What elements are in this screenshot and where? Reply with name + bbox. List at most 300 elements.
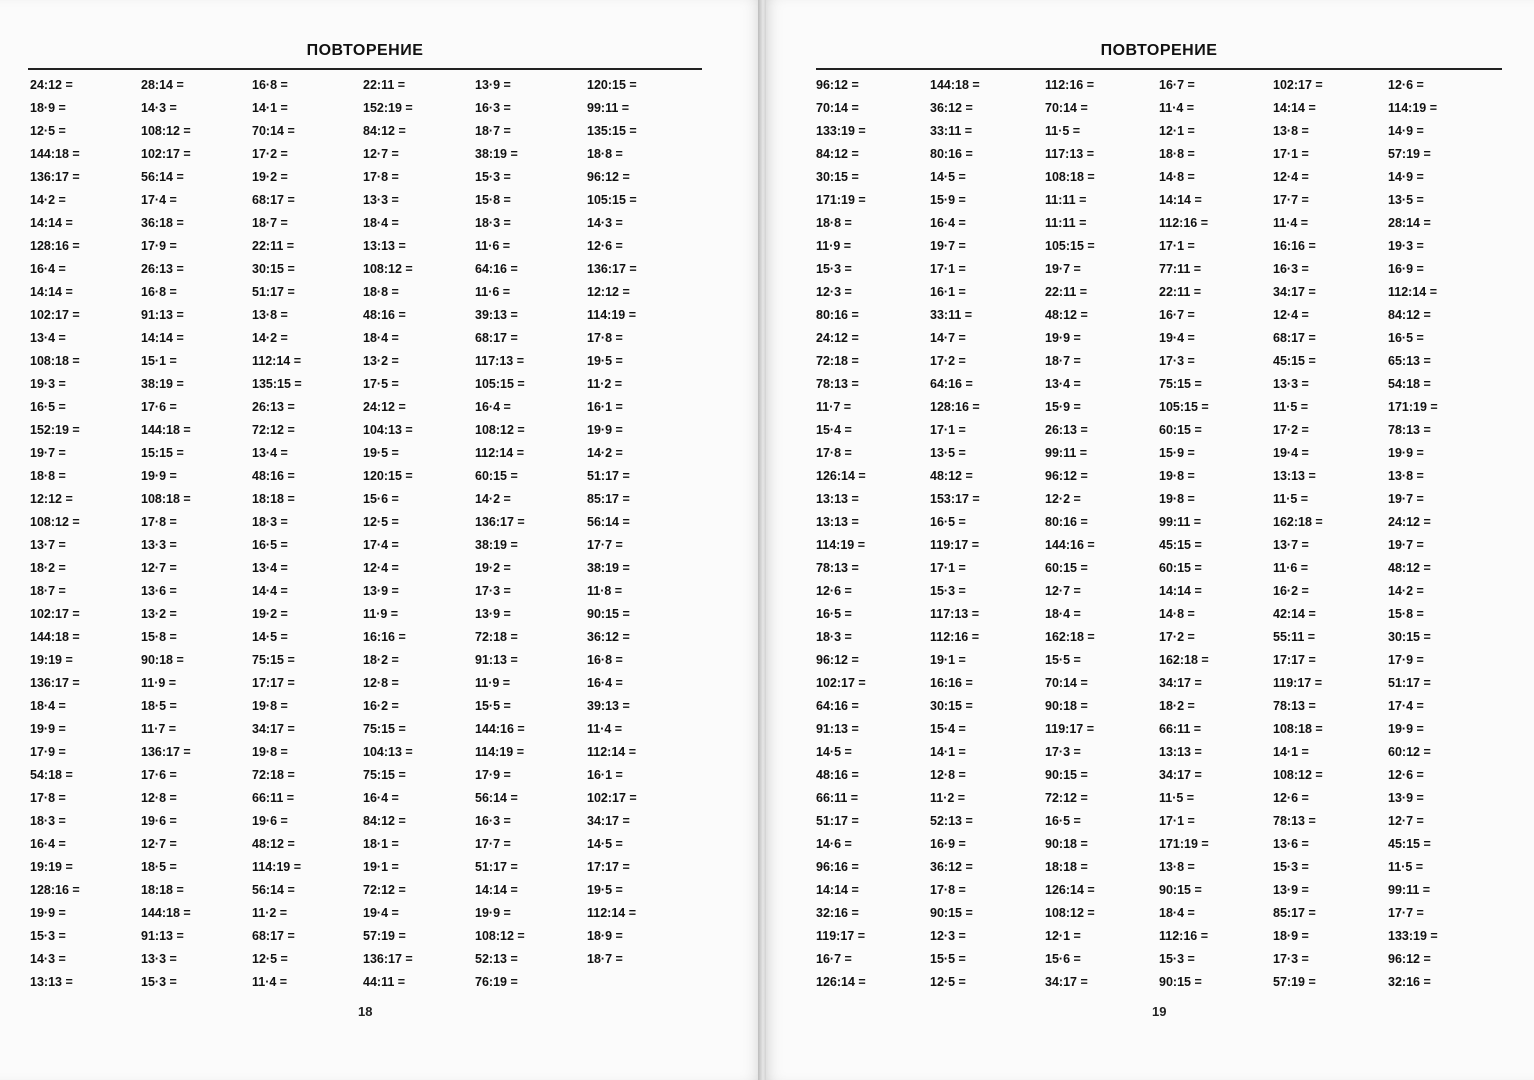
exercise-item: 14:14 = (475, 883, 518, 897)
exercise-item: 18·9 = (1273, 929, 1309, 943)
exercise-item: 13·8 = (1273, 124, 1309, 138)
exercise-item: 126:14 = (1045, 883, 1095, 897)
exercise-item: 18·9 = (587, 929, 623, 943)
exercise-item: 14:14 = (30, 285, 73, 299)
exercise-item: 96:12 = (587, 170, 630, 184)
exercise-item: 16·7 = (1159, 308, 1195, 322)
exercise-column (363, 74, 475, 994)
exercise-item: 18·3 = (252, 515, 288, 529)
exercise-item: 19·9 = (141, 469, 177, 483)
exercise-item: 19·8 = (252, 699, 288, 713)
exercise-item: 12·7 = (1045, 584, 1081, 598)
exercise-item: 19·7 = (1388, 492, 1424, 506)
exercise-item: 112:16 = (930, 630, 980, 644)
exercise-item: 15·5 = (930, 952, 966, 966)
exercise-item: 75:15 = (1159, 377, 1202, 391)
exercise-item: 19·7 = (930, 239, 966, 253)
exercise-item: 12·3 = (930, 929, 966, 943)
exercise-item: 11·9 = (816, 239, 852, 253)
exercise-item: 72:18 = (475, 630, 518, 644)
exercise-item: 75:15 = (363, 722, 406, 736)
exercise-item: 136:17 = (587, 262, 637, 276)
exercise-item: 19·6 = (141, 814, 177, 828)
exercise-item: 18·4 = (30, 699, 66, 713)
exercise-item: 17·2 = (930, 354, 966, 368)
exercise-item: 14:14 = (1159, 584, 1202, 598)
exercise-item: 17·7 = (1273, 193, 1309, 207)
exercise-item: 18:18 = (1045, 860, 1088, 874)
exercise-item: 144:18 = (30, 630, 80, 644)
exercise-item: 13·3 = (141, 952, 177, 966)
exercise-item: 34:17 = (587, 814, 630, 828)
exercise-item: 171:19 = (1159, 837, 1209, 851)
exercise-item: 19·5 = (587, 354, 623, 368)
exercise-item: 51:17 = (1388, 676, 1431, 690)
exercise-item: 12·4 = (1273, 308, 1309, 322)
exercise-item: 99:11 = (1388, 883, 1431, 897)
exercise-item: 26:13 = (141, 262, 184, 276)
exercise-item: 14·2 = (252, 331, 288, 345)
exercise-item: 30:15 = (1388, 630, 1431, 644)
exercise-item: 75:15 = (363, 768, 406, 782)
exercise-item: 13:13 = (1159, 745, 1202, 759)
exercise-item: 66:11 = (816, 791, 859, 805)
exercise-item: 12·5 = (30, 124, 66, 138)
exercise-item: 119:17 = (816, 929, 866, 943)
exercise-item: 11·5 = (1273, 492, 1309, 506)
exercise-item: 17·7 = (475, 837, 511, 851)
exercise-item: 11·4 = (252, 975, 288, 989)
exercise-item: 108:12 = (141, 124, 191, 138)
exercise-item: 68:17 = (252, 929, 295, 943)
exercise-item: 91:13 = (141, 308, 184, 322)
exercise-item: 108:12 = (475, 423, 525, 437)
exercise-item: 14:14 = (1273, 101, 1316, 115)
exercise-item: 78:13 = (816, 377, 859, 391)
exercise-item: 171:19 = (816, 193, 866, 207)
exercise-item: 99:11 = (1045, 446, 1088, 460)
exercise-item: 16·5 = (1045, 814, 1081, 828)
exercise-item: 57:19 = (363, 929, 406, 943)
exercise-item: 16·4 = (363, 791, 399, 805)
exercise-item: 144:16 = (475, 722, 525, 736)
exercise-item: 15·9 = (930, 193, 966, 207)
exercise-item: 36:12 = (930, 860, 973, 874)
exercise-item: 136:17 = (30, 170, 80, 184)
left-page-title: ПОВТОРЕНИЕ (306, 42, 424, 59)
exercise-item: 162:18 = (1159, 653, 1209, 667)
exercise-item: 19·9 = (1388, 446, 1424, 460)
exercise-item: 108:18 = (141, 492, 191, 506)
exercise-item: 13·9 = (1273, 883, 1309, 897)
exercise-item: 16·7 = (1159, 78, 1195, 92)
exercise-item: 19·8 = (1159, 469, 1195, 483)
exercise-item: 19·9 = (1045, 331, 1081, 345)
exercise-item: 16·4 = (30, 262, 66, 276)
exercise-item: 19:19 = (30, 860, 73, 874)
exercise-item: 114:19 = (587, 308, 637, 322)
exercise-item: 16:16 = (363, 630, 406, 644)
exercise-item: 12·4 = (1273, 170, 1309, 184)
exercise-item: 57:19 = (1273, 975, 1316, 989)
exercise-item: 112:14 = (587, 906, 637, 920)
exercise-column (1388, 74, 1502, 994)
exercise-item: 48:12 = (252, 837, 295, 851)
exercise-item: 16·8 = (587, 653, 623, 667)
exercise-item: 42:14 = (1273, 607, 1316, 621)
exercise-item: 13·5 = (930, 446, 966, 460)
exercise-item: 12·8 = (930, 768, 966, 782)
exercise-item: 44:11 = (363, 975, 406, 989)
exercise-item: 22:11 = (1045, 285, 1088, 299)
exercise-item: 18·7 = (252, 216, 288, 230)
exercise-item: 17·4 = (141, 193, 177, 207)
exercise-item: 17·1 = (1273, 147, 1309, 161)
exercise-item: 16·2 = (1273, 584, 1309, 598)
exercise-item: 11·4 = (1159, 101, 1195, 115)
exercise-item: 16·2 = (363, 699, 399, 713)
exercise-item: 114:19 = (816, 538, 866, 552)
exercise-item: 16·4 = (930, 216, 966, 230)
left-page-header (28, 38, 702, 70)
exercise-item: 36:12 = (587, 630, 630, 644)
exercise-item: 56:14 = (475, 791, 518, 805)
exercise-item: 108:12 = (475, 929, 525, 943)
exercise-item: 14·3 = (587, 216, 623, 230)
exercise-item: 78:13 = (816, 561, 859, 575)
exercise-item: 128:16 = (30, 883, 80, 897)
exercise-item: 105:15 = (475, 377, 525, 391)
exercise-item: 19·2 = (475, 561, 511, 575)
exercise-item: 11·9 = (141, 676, 177, 690)
exercise-item: 112:14 = (587, 745, 637, 759)
exercise-item: 18·3 = (475, 216, 511, 230)
exercise-item: 17:17 = (252, 676, 295, 690)
exercise-item: 33:11 = (930, 308, 973, 322)
exercise-item: 26:13 = (1045, 423, 1088, 437)
exercise-item: 19·8 = (252, 745, 288, 759)
exercise-item: 19·9 = (587, 423, 623, 437)
exercise-item: 68:17 = (1273, 331, 1316, 345)
left-page-number: 18 (358, 1004, 373, 1019)
exercise-item: 18·7 = (475, 124, 511, 138)
exercise-item: 17·5 = (363, 377, 399, 391)
exercise-item: 90:18 = (1045, 837, 1088, 851)
exercise-item: 14·3 = (141, 101, 177, 115)
exercise-item: 14:14 = (141, 331, 184, 345)
exercise-item: 18:18 = (252, 492, 295, 506)
exercise-item: 45:15 = (1159, 538, 1202, 552)
exercise-item: 17·1 = (1159, 814, 1195, 828)
exercise-item: 16·9 = (930, 837, 966, 851)
exercise-item: 16·5 = (816, 607, 852, 621)
exercise-item: 15·3 = (930, 584, 966, 598)
exercise-item: 17·3 = (1159, 354, 1195, 368)
exercise-item: 16·1 = (587, 400, 623, 414)
exercise-item: 15·4 = (930, 722, 966, 736)
exercise-item: 12·2 = (1045, 492, 1081, 506)
exercise-item: 18·3 = (816, 630, 852, 644)
exercise-item: 14·6 = (816, 837, 852, 851)
exercise-item: 153:17 = (930, 492, 980, 506)
exercise-item: 18·4 = (1045, 607, 1081, 621)
exercise-item: 11:11 = (1045, 193, 1087, 207)
exercise-item: 12·7 = (141, 561, 177, 575)
exercise-item: 72:18 = (816, 354, 859, 368)
exercise-item: 16·1 = (587, 768, 623, 782)
exercise-item: 144:16 = (1045, 538, 1095, 552)
exercise-item: 96:12 = (1388, 952, 1431, 966)
exercise-item: 15·1 = (141, 354, 177, 368)
exercise-item: 15·4 = (816, 423, 852, 437)
exercise-item: 14:14 = (1159, 193, 1202, 207)
exercise-item: 13·4 = (30, 331, 66, 345)
exercise-item: 11:11 = (1045, 216, 1087, 230)
exercise-item: 136:17 = (30, 676, 80, 690)
exercise-item: 15·8 = (1388, 607, 1424, 621)
exercise-item: 16·4 = (475, 400, 511, 414)
exercise-item: 11·6 = (1273, 561, 1309, 575)
exercise-item: 17·6 = (141, 400, 177, 414)
exercise-item: 135:15 = (587, 124, 637, 138)
exercise-item: 45:15 = (1273, 354, 1316, 368)
exercise-item: 15·8 = (141, 630, 177, 644)
exercise-item: 90:15 = (930, 906, 973, 920)
exercise-item: 19·3 = (1388, 239, 1424, 253)
exercise-item: 60:15 = (1045, 561, 1088, 575)
exercise-item: 102:17 = (30, 607, 80, 621)
exercise-item: 133:19 = (1388, 929, 1438, 943)
exercise-item: 24:12 = (30, 78, 73, 92)
right-page-header (816, 38, 1502, 70)
exercise-item: 39:13 = (587, 699, 630, 713)
left-page (0, 0, 760, 1080)
exercise-item: 48:12 = (1045, 308, 1088, 322)
exercise-item: 48:16 = (816, 768, 859, 782)
exercise-item: 13·2 = (141, 607, 177, 621)
exercise-item: 112:14 = (475, 446, 525, 460)
exercise-item: 12·7 = (1388, 814, 1424, 828)
exercise-column (1045, 74, 1159, 994)
exercise-item: 32:16 = (816, 906, 859, 920)
exercise-item: 11·4 = (1273, 216, 1309, 230)
exercise-item: 171:19 = (1388, 400, 1438, 414)
exercise-item: 11·2 = (587, 377, 623, 391)
exercise-item: 12:12 = (587, 285, 630, 299)
exercise-item: 12·5 = (930, 975, 966, 989)
exercise-item: 80:16 = (1045, 515, 1088, 529)
exercise-item: 15·3 = (1159, 952, 1195, 966)
exercise-item: 51:17 = (475, 860, 518, 874)
exercise-item: 12·7 = (141, 837, 177, 851)
exercise-item: 13·4 = (1045, 377, 1081, 391)
exercise-item: 104:13 = (363, 745, 413, 759)
exercise-item: 17:17 = (587, 860, 630, 874)
exercise-item: 12·6 = (587, 239, 623, 253)
exercise-item: 13·8 = (1159, 860, 1195, 874)
exercise-item: 91:13 = (475, 653, 518, 667)
exercise-item: 38:19 = (475, 147, 518, 161)
exercise-item: 17:17 = (1273, 653, 1316, 667)
exercise-item: 16·9 = (1388, 262, 1424, 276)
exercise-item: 52:13 = (930, 814, 973, 828)
exercise-item: 30:15 = (816, 170, 859, 184)
exercise-item: 11·4 = (587, 722, 623, 736)
exercise-item: 18·3 = (30, 814, 66, 828)
exercise-item: 16·7 = (816, 952, 852, 966)
exercise-item: 12·4 = (363, 561, 399, 575)
exercise-item: 11·7 = (816, 400, 852, 414)
exercise-item: 66:11 = (252, 791, 295, 805)
exercise-item: 24:12 = (1388, 515, 1431, 529)
exercise-item: 19·7 = (30, 446, 66, 460)
exercise-item: 17·9 = (1388, 653, 1424, 667)
exercise-item: 19:19 = (30, 653, 73, 667)
exercise-item: 22:11 = (363, 78, 406, 92)
exercise-item: 52:13 = (475, 952, 518, 966)
exercise-item: 13·6 = (141, 584, 177, 598)
exercise-item: 72:12 = (363, 883, 406, 897)
exercise-item: 14·5 = (252, 630, 288, 644)
exercise-item: 16·5 = (930, 515, 966, 529)
exercise-item: 18·7 = (30, 584, 66, 598)
exercise-item: 22:11 = (252, 239, 295, 253)
exercise-item: 105:15 = (587, 193, 637, 207)
exercise-item: 102:17 = (30, 308, 80, 322)
exercise-item: 45:15 = (1388, 837, 1431, 851)
exercise-item: 11·2 = (930, 791, 966, 805)
exercise-item: 14·1 = (930, 745, 966, 759)
exercise-item: 72:12 = (1045, 791, 1088, 805)
exercise-item: 30:15 = (930, 699, 973, 713)
exercise-item: 17·3 = (1045, 745, 1081, 759)
exercise-item: 64:16 = (475, 262, 518, 276)
exercise-item: 120:15 = (587, 78, 637, 92)
exercise-column (816, 74, 930, 994)
right-page (766, 0, 1534, 1080)
exercise-item: 84:12 = (363, 814, 406, 828)
exercise-item: 11·7 = (141, 722, 177, 736)
exercise-item: 16·1 = (930, 285, 966, 299)
exercise-item: 24:12 = (363, 400, 406, 414)
exercise-item: 136:17 = (363, 952, 413, 966)
exercise-item: 117:13 = (930, 607, 980, 621)
exercise-item: 68:17 = (252, 193, 295, 207)
exercise-item: 90:15 = (587, 607, 630, 621)
exercise-item: 16:16 = (1273, 239, 1316, 253)
exercise-item: 144:18 = (930, 78, 980, 92)
exercise-item: 17·1 = (930, 423, 966, 437)
exercise-item: 34:17 = (1159, 768, 1202, 782)
exercise-item: 48:16 = (252, 469, 295, 483)
exercise-item: 18·1 = (363, 837, 399, 851)
exercise-item: 17·8 = (363, 170, 399, 184)
exercise-item: 15·8 = (475, 193, 511, 207)
exercise-item: 34:17 = (1159, 676, 1202, 690)
exercise-item: 34:17 = (1273, 285, 1316, 299)
exercise-item: 17·9 = (30, 745, 66, 759)
exercise-item: 17·2 = (252, 147, 288, 161)
exercise-item: 48:12 = (1388, 561, 1431, 575)
exercise-item: 13·3 = (1273, 377, 1309, 391)
exercise-item: 18·2 = (30, 561, 66, 575)
exercise-item: 26:13 = (252, 400, 295, 414)
exercise-item: 13·3 = (363, 193, 399, 207)
exercise-item: 144:18 = (141, 423, 191, 437)
exercise-item: 48:16 = (363, 308, 406, 322)
exercise-item: 19·5 = (587, 883, 623, 897)
exercise-item: 84:12 = (1388, 308, 1431, 322)
exercise-item: 152:19 = (30, 423, 80, 437)
exercise-item: 99:11 = (587, 101, 630, 115)
exercise-item: 78:13 = (1388, 423, 1431, 437)
exercise-item: 91:13 = (816, 722, 859, 736)
exercise-item: 91:13 = (141, 929, 184, 943)
exercise-item: 119:17 = (1273, 676, 1323, 690)
exercise-item: 16·4 = (587, 676, 623, 690)
exercise-item: 18·8 = (1159, 147, 1195, 161)
exercise-item: 102:17 = (816, 676, 866, 690)
exercise-item: 57:19 = (1388, 147, 1431, 161)
exercise-item: 19·7 = (1045, 262, 1081, 276)
exercise-item: 114:19 = (475, 745, 525, 759)
exercise-item: 13·9 = (475, 607, 511, 621)
exercise-item: 13:13 = (363, 239, 406, 253)
exercise-item: 60:15 = (1159, 423, 1202, 437)
exercise-item: 16·4 = (30, 837, 66, 851)
exercise-item: 112:16 = (1159, 216, 1209, 230)
exercise-item: 105:15 = (1159, 400, 1209, 414)
exercise-item: 11·5 = (1273, 400, 1309, 414)
exercise-item: 19·2 = (252, 170, 288, 184)
exercise-item: 117:13 = (1045, 147, 1095, 161)
exercise-item: 30:15 = (252, 262, 295, 276)
exercise-item: 13·6 = (1273, 837, 1309, 851)
exercise-item: 39:13 = (475, 308, 518, 322)
right-page-title: ПОВТОРЕНИЕ (1100, 42, 1218, 59)
exercise-item: 14·8 = (1159, 607, 1195, 621)
exercise-item: 16·8 = (252, 78, 288, 92)
exercise-item: 13·4 = (252, 446, 288, 460)
exercise-item: 162:18 = (1045, 630, 1095, 644)
exercise-item: 54:18 = (1388, 377, 1431, 391)
exercise-item: 90:18 = (1045, 699, 1088, 713)
exercise-item: 13:13 = (816, 515, 859, 529)
exercise-item: 102:17 = (587, 791, 637, 805)
exercise-item: 14·2 = (475, 492, 511, 506)
exercise-item: 17·3 = (475, 584, 511, 598)
exercise-item: 17·7 = (587, 538, 623, 552)
exercise-item: 14·3 = (30, 952, 66, 966)
exercise-item: 19·9 = (475, 906, 511, 920)
exercise-item: 18·8 = (30, 469, 66, 483)
exercise-item: 102:17 = (1273, 78, 1323, 92)
exercise-item: 16·5 = (1388, 331, 1424, 345)
exercise-item: 75:15 = (252, 653, 295, 667)
exercise-item: 32:16 = (1388, 975, 1431, 989)
exercise-column (587, 74, 699, 994)
exercise-item: 99:11 = (1159, 515, 1202, 529)
exercise-item: 11·5 = (1388, 860, 1424, 874)
exercise-item: 85:17 = (1273, 906, 1316, 920)
exercise-item: 19·9 = (1388, 722, 1424, 736)
exercise-item: 54:18 = (30, 768, 73, 782)
exercise-item: 18·2 = (363, 653, 399, 667)
exercise-item: 102:17 = (141, 147, 191, 161)
exercise-item: 22:11 = (1159, 285, 1202, 299)
exercise-item: 55:11 = (1273, 630, 1316, 644)
exercise-item: 13·3 = (141, 538, 177, 552)
